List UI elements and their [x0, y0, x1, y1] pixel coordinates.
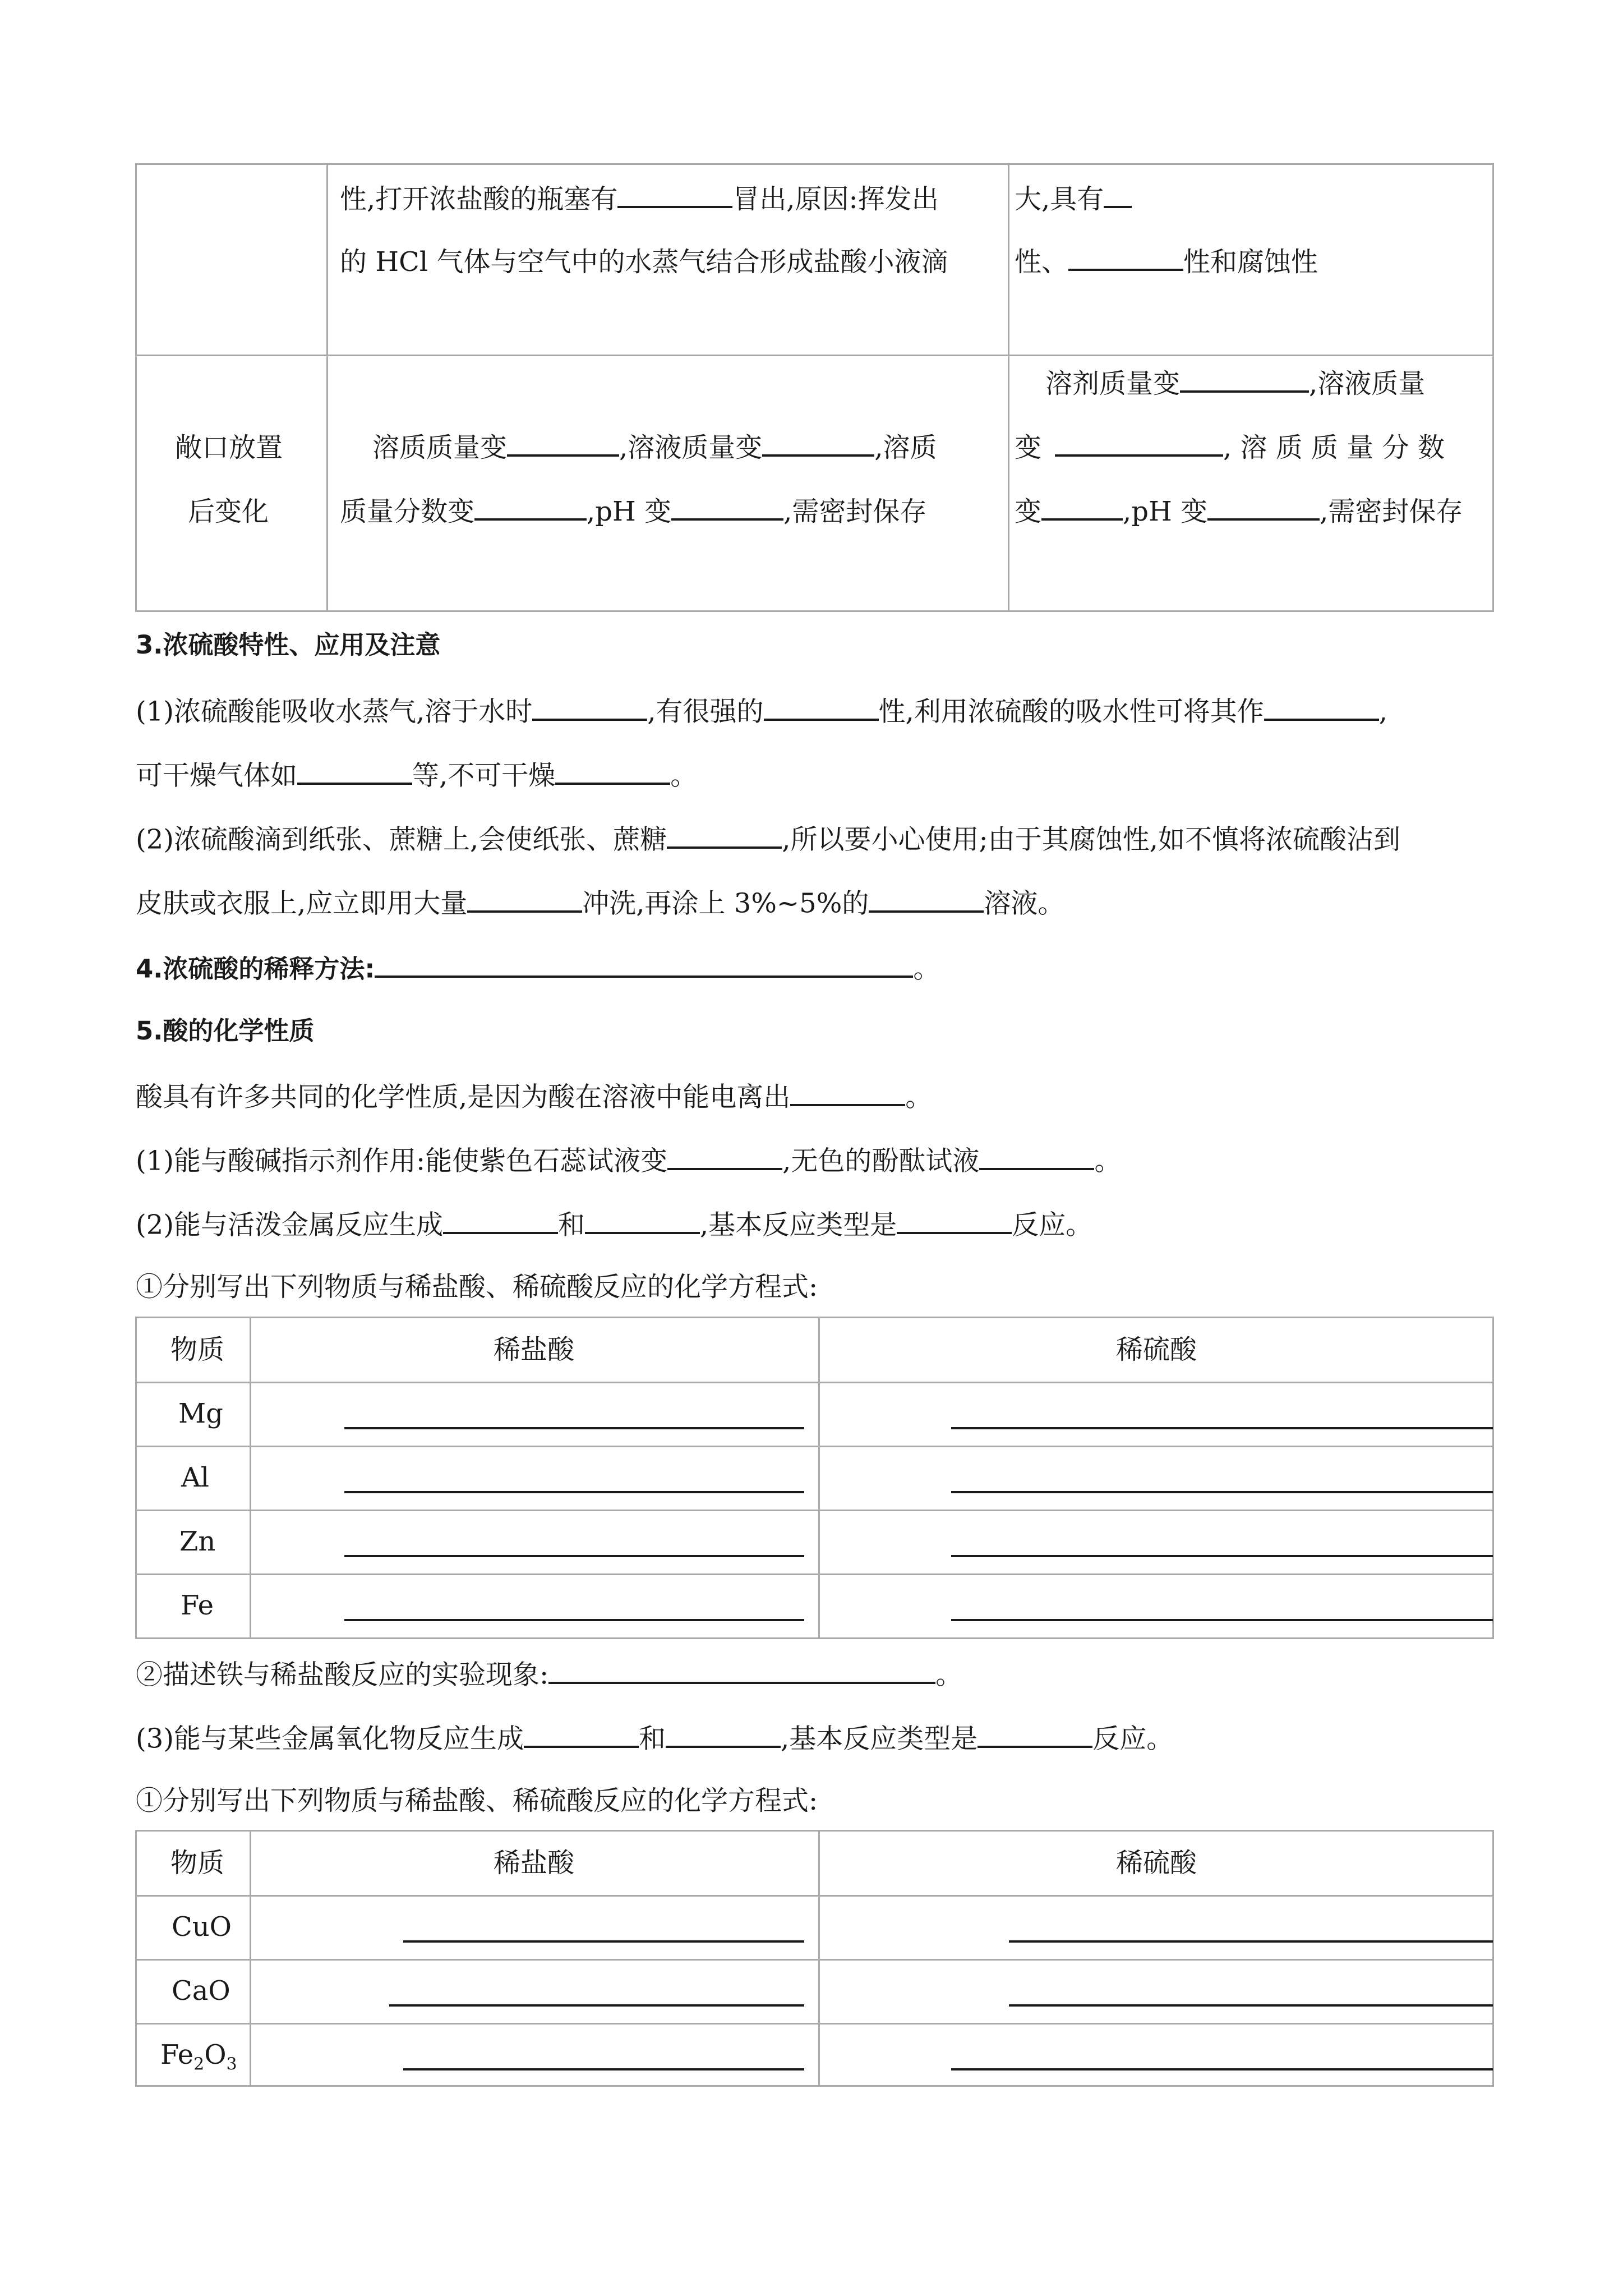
answer-blank[interactable] [897, 1206, 1012, 1234]
section5-heading: 5.酸的化学性质 [136, 1016, 315, 1046]
metal-oxide-reaction-table [135, 1830, 1494, 2087]
substance-label: Mg [178, 1398, 223, 1429]
answer-blank[interactable] [666, 1720, 781, 1748]
answer-blank[interactable] [869, 885, 984, 913]
substance-label-fe2o3: $Fe_2O_3$ [160, 2039, 237, 2074]
answer-blank[interactable] [532, 693, 647, 721]
table-row1-middle-line1: 性,打开浓盐酸的瓶塞有 冒出,原因:挥发出 [340, 167, 939, 232]
table-row1-right-line2: 性、 性和腐蚀性 [1015, 229, 1318, 295]
substance-label: Zn [179, 1526, 216, 1557]
section3-paragraph4: 皮肤或衣服上,应立即用大量 冲洗,再涂上 3%~5%的 溶液。 [136, 885, 1064, 921]
answer-blank[interactable] [1180, 365, 1309, 393]
answer-blank[interactable] [474, 493, 587, 521]
hcl-equation-blank[interactable] [403, 2068, 804, 2070]
h2so4-equation-blank[interactable] [1009, 2004, 1493, 2007]
answer-blank[interactable] [1041, 493, 1123, 521]
substance-label: CaO [172, 1975, 230, 2007]
answer-blank[interactable] [1207, 493, 1320, 521]
section5-paragraph6: (3)能与某些金属氧化物反应生成 和 ,基本反应类型是 反应。 [136, 1720, 1173, 1756]
acid-comparison-table [135, 163, 1494, 612]
answer-blank[interactable] [764, 693, 879, 721]
section5-paragraph7: ①分别写出下列物质与稀盐酸、稀硫酸反应的化学方程式: [136, 1785, 818, 1816]
table-row2-label-line2: 后变化 [188, 496, 269, 527]
table-row [137, 1446, 1492, 1511]
table-row [137, 1573, 1492, 1641]
h2so4-equation-blank[interactable] [951, 2068, 1493, 2070]
answer-blank[interactable] [297, 757, 412, 785]
table-row1-middle-line2: 的 HCl 气体与空气中的水蒸气结合形成盐酸小液滴 [340, 246, 948, 278]
answer-blank[interactable] [548, 1656, 935, 1684]
table-row2-right-line1: 溶剂质量变 ,溶液质量 [1045, 351, 1425, 417]
header-dilute-hcl: 稀盐酸 [494, 1334, 575, 1365]
table-row2-middle-line1: 溶质质量变 ,溶液质量变 ,溶质 [372, 415, 937, 481]
table-row [137, 2023, 1492, 2088]
section3-paragraph2: 可干燥气体如 等,不可干燥 。 [136, 757, 697, 793]
answer-blank[interactable] [555, 757, 670, 785]
answer-blank[interactable] [467, 885, 582, 913]
table-row2-middle-line2: 质量分数变 ,pH 变 ,需密封保存 [340, 479, 926, 545]
answer-blank[interactable] [978, 1720, 1092, 1748]
answer-blank[interactable] [667, 1142, 782, 1170]
table-divider [326, 165, 328, 610]
h2so4-equation-blank[interactable] [951, 1555, 1493, 1557]
table-row [137, 1959, 1492, 2024]
header-substance: 物质 [170, 1334, 225, 1365]
table-row2-right-line3: 变 ,pH 变 ,需密封保存 [1015, 479, 1463, 545]
answer-blank[interactable] [507, 429, 619, 457]
table-divider [1008, 165, 1009, 610]
section4-line: 4.浓硫酸的稀释方法: 。 [136, 950, 940, 986]
answer-blank[interactable] [585, 1206, 700, 1234]
section5-paragraph4: ①分别写出下列物质与稀盐酸、稀硫酸反应的化学方程式: [136, 1271, 818, 1303]
section4-heading: 4.浓硫酸的稀释方法: [136, 954, 375, 984]
answer-blank[interactable] [524, 1720, 639, 1748]
answer-blank[interactable] [1055, 429, 1223, 457]
table-row [137, 1510, 1492, 1575]
substance-label: Al [181, 1462, 210, 1493]
answer-blank[interactable] [1264, 693, 1379, 721]
answer-blank[interactable] [762, 429, 874, 457]
section3-paragraph3: (2)浓硫酸滴到纸张、蔗糖上,会使纸张、蔗糖 ,所以要小心使用;由于其腐蚀性,如不慎将浓硫酸沾到 [136, 821, 1400, 857]
header-dilute-h2so4: 稀硫酸 [1116, 1847, 1197, 1879]
hcl-equation-blank[interactable] [403, 1940, 804, 1943]
h2so4-equation-blank[interactable] [1009, 1940, 1493, 1943]
hcl-equation-blank[interactable] [344, 1491, 804, 1493]
header-dilute-h2so4: 稀硫酸 [1116, 1334, 1197, 1365]
answer-blank[interactable] [979, 1142, 1094, 1170]
table-row1-right-line1: 大,具有 [1015, 167, 1132, 232]
section5-paragraph3: (2)能与活泼金属反应生成 和 ,基本反应类型是 反应。 [136, 1206, 1092, 1242]
header-dilute-hcl: 稀盐酸 [494, 1847, 575, 1879]
table-row [137, 1895, 1492, 1961]
answer-blank[interactable] [375, 950, 913, 978]
h2so4-equation-blank[interactable] [951, 1491, 1493, 1493]
hcl-equation-blank[interactable] [389, 2004, 804, 2007]
table-row [137, 1382, 1492, 1447]
h2so4-equation-blank[interactable] [951, 1619, 1493, 1621]
answer-blank[interactable] [443, 1206, 558, 1234]
substance-label: CuO [172, 1911, 232, 1943]
answer-blank[interactable] [1104, 180, 1132, 208]
section5-paragraph5: ②描述铁与稀盐酸反应的实验现象: 。 [136, 1656, 962, 1692]
hcl-equation-blank[interactable] [344, 1555, 804, 1557]
answer-blank[interactable] [790, 1078, 905, 1106]
table-row2-label-line1: 敞口放置 [175, 432, 283, 463]
answer-blank[interactable] [667, 821, 782, 849]
answer-blank[interactable] [1068, 243, 1183, 271]
answer-blank[interactable] [617, 180, 732, 208]
section3-paragraph1: (1)浓硫酸能吸收水蒸气,溶于水时 ,有很强的 性,利用浓硫酸的吸水性可将其作 , [136, 693, 1387, 729]
answer-blank[interactable] [671, 493, 783, 521]
header-substance: 物质 [170, 1847, 225, 1879]
section3-heading: 3.浓硫酸特性、应用及注意 [136, 630, 441, 660]
section5-paragraph2: (1)能与酸碱指示剂作用:能使紫色石蕊试液变 ,无色的酚酞试液 。 [136, 1142, 1121, 1178]
substance-label: Fe [181, 1590, 214, 1621]
hcl-equation-blank[interactable] [344, 1427, 804, 1429]
h2so4-equation-blank[interactable] [951, 1427, 1493, 1429]
table-header-row [137, 1832, 1492, 1895]
table-header-row [137, 1318, 1492, 1382]
metal-reaction-table [135, 1317, 1494, 1639]
table-row2-right-line2: 变 , 溶 质 质 量 分 数 [1015, 415, 1445, 481]
section5-paragraph1: 酸具有许多共同的化学性质,是因为酸在溶液中能电离出 。 [136, 1078, 932, 1114]
hcl-equation-blank[interactable] [344, 1619, 804, 1621]
